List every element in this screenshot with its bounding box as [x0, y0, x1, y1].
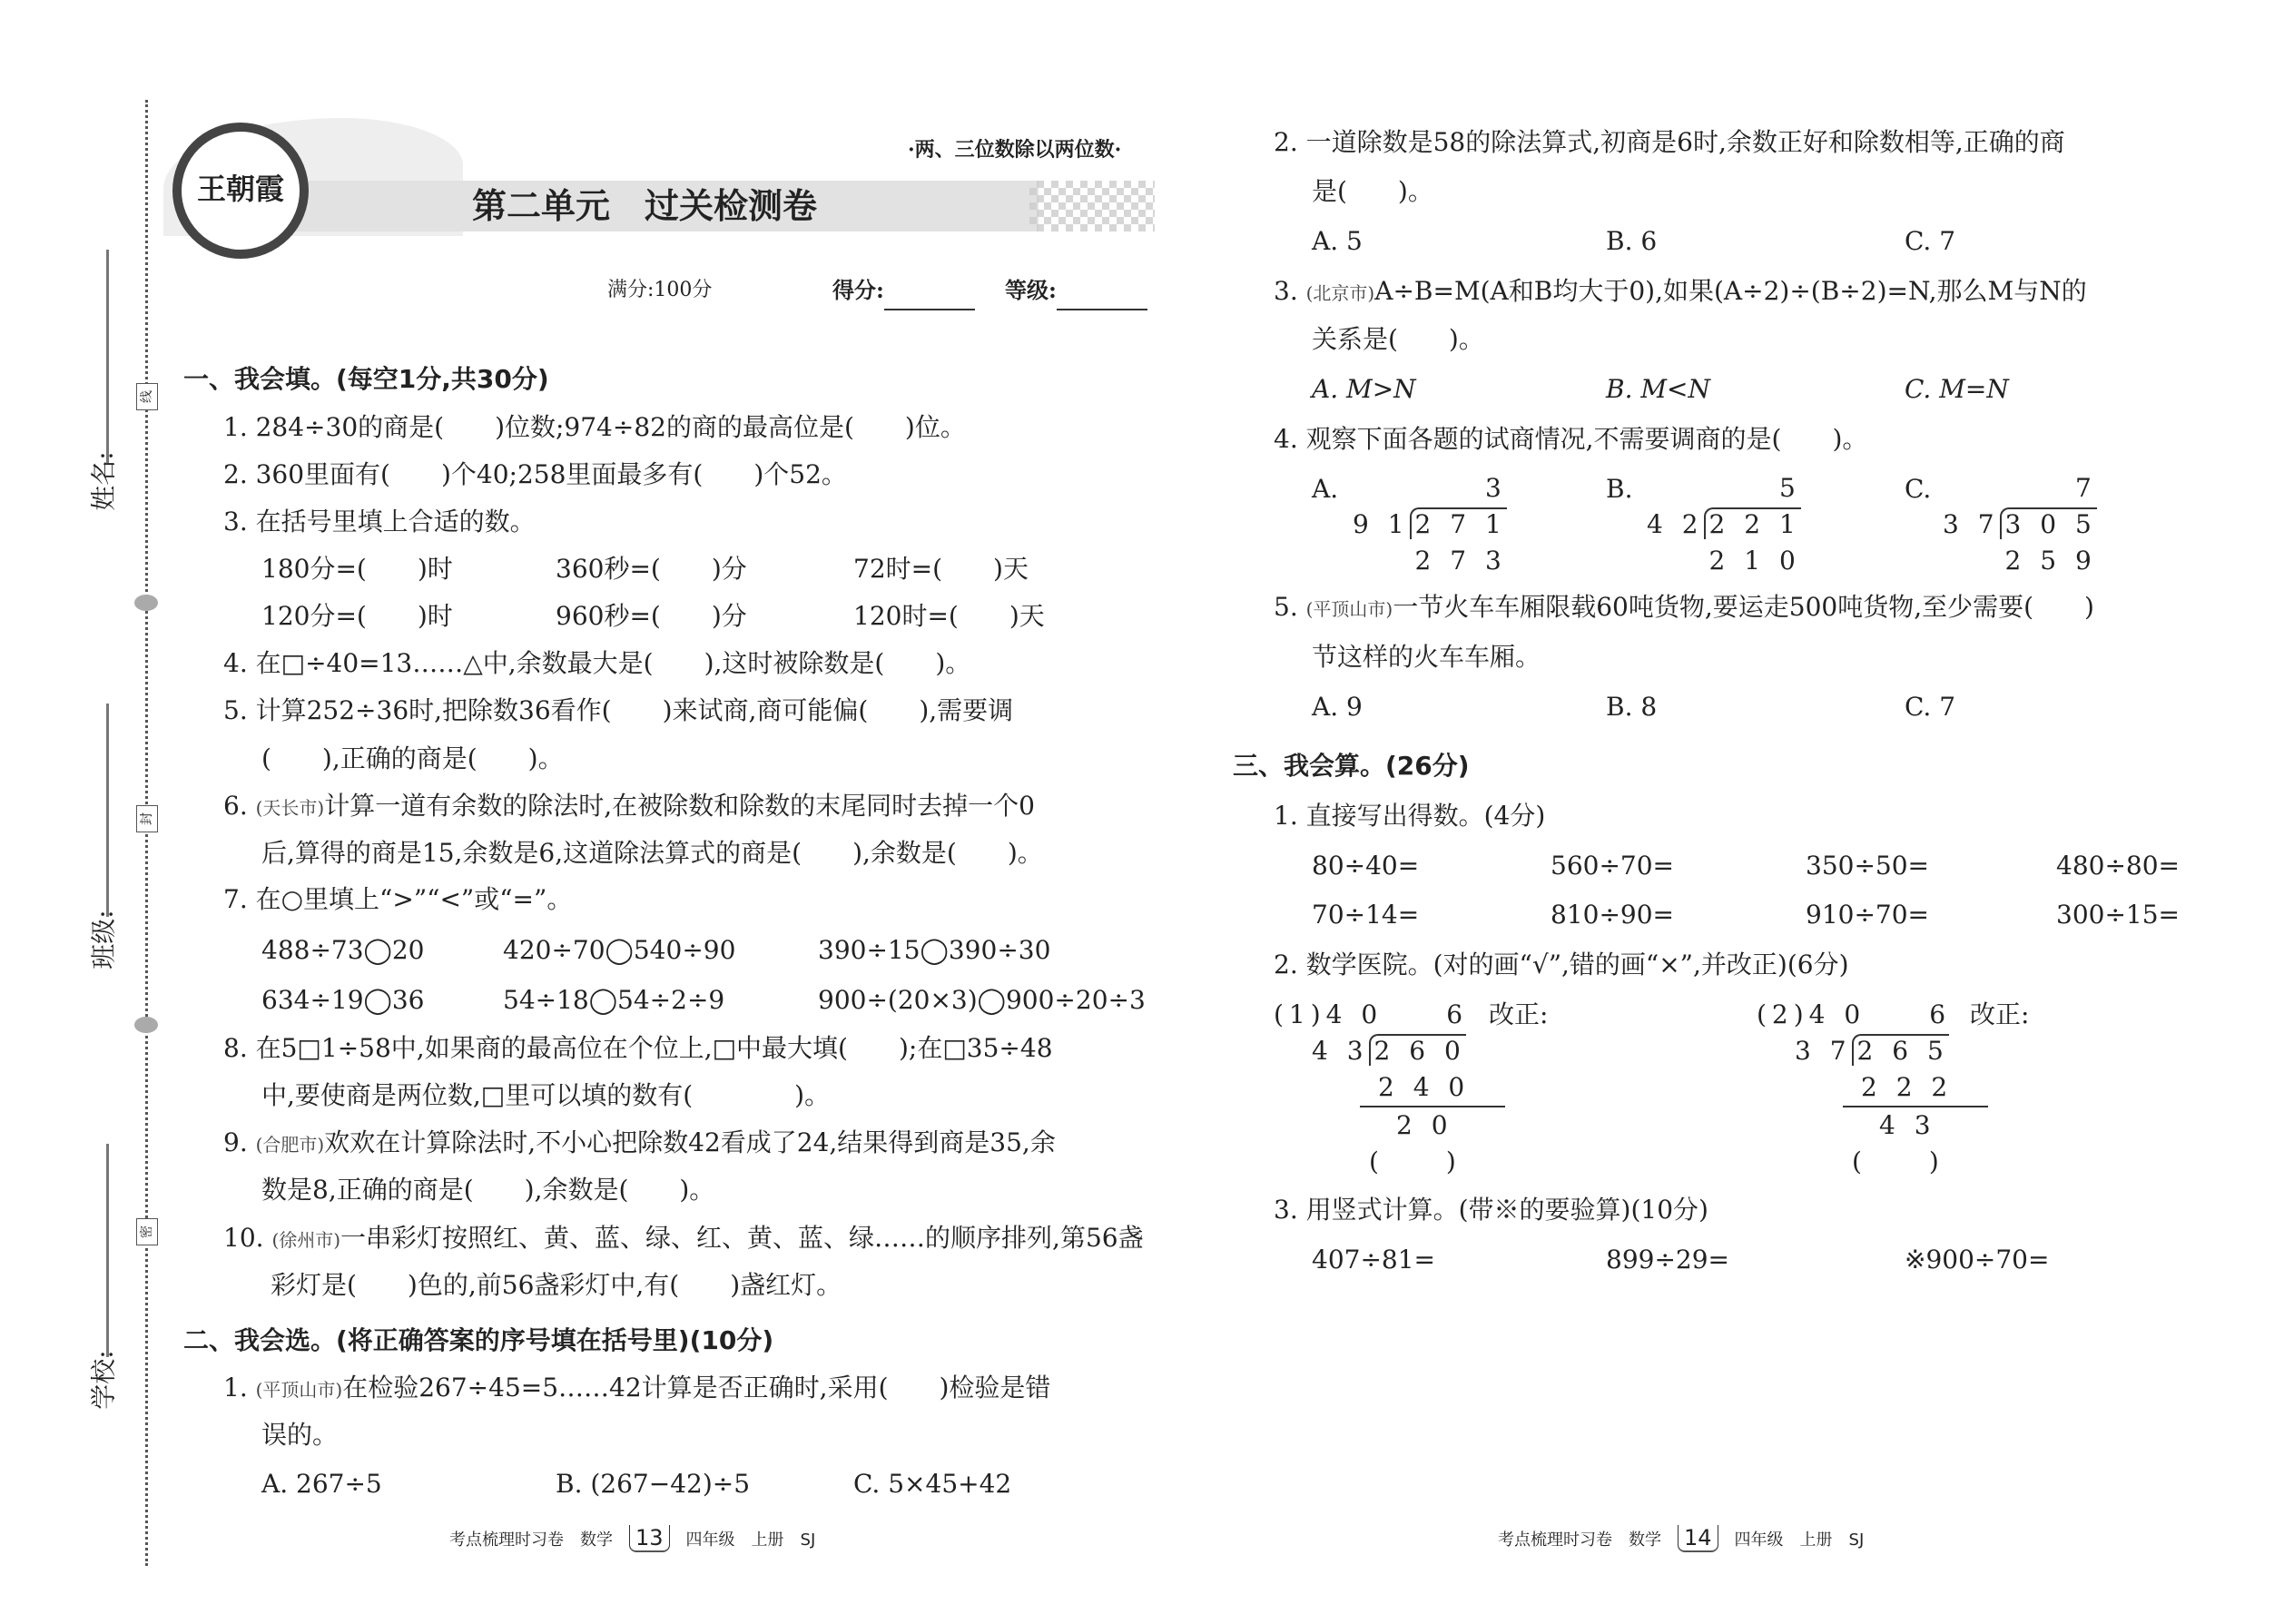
question-1-10-cont: 彩灯是( )色的,前56盏彩灯中,有( )盏红灯。 — [271, 1270, 842, 1300]
score-label: 得分: — [832, 277, 884, 303]
calc-3-title: 3. 用竖式计算。(带※的要验算)(10分) — [1274, 1195, 1708, 1225]
question-1-6-cont: 后,算得的商是15,余数是6,这道除法算式的商是( ),余数是( )。 — [261, 838, 1043, 868]
logo-text: 王朝霞 — [196, 172, 284, 206]
long-division-a — [1353, 470, 1507, 579]
option-b: B. (267−42)÷5 — [556, 1469, 751, 1499]
remainder: 4 3 — [1843, 1106, 1988, 1144]
dividend: 3 0 5 — [2000, 507, 2097, 539]
vertical-calc-item: ※900÷70= — [1905, 1245, 2050, 1275]
option-b: B. 6 — [1606, 226, 1658, 256]
question-2-4: 4. 观察下面各题的试商情况,不需要调商的是( )。 — [1274, 424, 1868, 454]
divisor: 4 3 — [1312, 1036, 1369, 1066]
question-1-1: 1. 284÷30的商是( )位数;974÷82的商的最高位是( )位。 — [223, 412, 966, 442]
binding-dotted-line — [145, 100, 148, 1566]
compare-item: 488÷73◯20 — [261, 935, 425, 965]
question-1-6 — [223, 786, 1035, 828]
quotient: 6 — [1446, 999, 1469, 1029]
stray-digits: 4 0 — [1325, 999, 1383, 1029]
compare-item: 420÷70◯540÷90 — [503, 935, 736, 965]
name-blank-line[interactable] — [106, 250, 109, 463]
option-c-label: C. — [1905, 474, 1932, 504]
math-hospital-2 — [1757, 997, 1988, 1180]
dividend: 2 6 0 — [1369, 1034, 1466, 1066]
q-num: 9. — [223, 1127, 256, 1157]
question-2-5 — [1274, 587, 2094, 629]
option-a: A. M>N — [1312, 374, 1416, 404]
quotient: 3 — [1484, 473, 1507, 503]
product: 2 5 9 — [2004, 546, 2097, 576]
grade-label: 等级: — [1005, 277, 1057, 303]
stray-digits: 4 0 — [1808, 999, 1866, 1029]
footer-left — [449, 1525, 815, 1552]
calc-item: 80÷40= — [1312, 851, 1420, 881]
q-num: 1. — [223, 1373, 256, 1403]
q-text: 一串彩灯按照红、黄、蓝、绿、红、黄、蓝、绿……的顺序排列,第56盏 — [340, 1223, 1144, 1253]
product: 2 7 3 — [1414, 546, 1507, 576]
section-3-heading: 三、我会算。(26分) — [1233, 751, 1470, 781]
correction-label: 改正: — [1489, 999, 1549, 1029]
option-c: C. M=N — [1905, 374, 2009, 404]
divisor: 3 7 — [1943, 509, 2000, 539]
vertical-calc-item: 407÷81= — [1312, 1245, 1435, 1275]
question-1-9-cont: 数是8,正确的商是( ),余数是( )。 — [261, 1175, 715, 1205]
compare-item: 390÷15◯390÷30 — [818, 935, 1051, 965]
math-hospital-1 — [1274, 997, 1505, 1180]
question-2-5-cont: 节这样的火车车厢。 — [1312, 642, 1541, 672]
option-a: A. 5 — [1312, 226, 1363, 256]
q-num: 6. — [223, 791, 256, 821]
q3-item: 180分=( )时 — [261, 554, 453, 584]
footer-right — [1498, 1525, 1864, 1552]
section-1-heading: 一、我会填。(每空1分,共30分) — [183, 364, 549, 394]
binding-hole-icon — [134, 595, 158, 611]
q-num: 3. — [1274, 276, 1306, 306]
question-2-1-cont: 误的。 — [261, 1420, 339, 1450]
footer-book: 考点梳理时习卷 数学 — [449, 1530, 613, 1550]
section-2-heading: 二、我会选。(将正确答案的序号填在括号里)(10分) — [183, 1325, 774, 1355]
region-tag: (合肥市) — [255, 1134, 325, 1156]
q-text: 计算一道有余数的除法时,在被除数和除数的末尾同时去掉一个0 — [324, 791, 1035, 821]
option-a-label: A. — [1312, 474, 1339, 504]
question-1-3: 3. 在括号里填上合适的数。 — [223, 507, 536, 536]
divisor: 4 2 — [1647, 509, 1704, 539]
divisor: 9 1 — [1353, 509, 1410, 539]
score-field[interactable] — [832, 271, 975, 310]
dividend: 2 7 1 — [1410, 507, 1507, 539]
region-tag: (天长市) — [255, 797, 325, 819]
option-b-label: B. — [1606, 474, 1633, 504]
question-2-3 — [1274, 271, 2087, 313]
option-a: A. 267÷5 — [261, 1469, 382, 1499]
product: 2 4 0 — [1378, 1072, 1471, 1102]
item-label: (1) — [1274, 999, 1326, 1029]
q-text: A÷B=M(A和B均大于0),如果(A÷2)÷(B÷2)=N,那么M与N的 — [1374, 276, 2087, 306]
question-1-8: 8. 在5□1÷58中,如果商的最高位在个位上,□中最大填( );在□35÷48 — [223, 1033, 1053, 1063]
option-a: A. 9 — [1312, 692, 1363, 722]
region-tag: (徐州市) — [271, 1229, 341, 1251]
dividend: 2 6 5 — [1852, 1034, 1949, 1066]
footer-book: 考点梳理时习卷 数学 — [1498, 1530, 1661, 1550]
compare-item: 900÷(20×3)◯900÷20÷3 — [818, 985, 1146, 1015]
class-blank-line[interactable] — [106, 704, 109, 917]
question-1-7: 7. 在○里填上“>”“<”或“=”。 — [223, 884, 573, 914]
correction-label: 改正: — [1970, 999, 2030, 1029]
quotient: 7 — [2074, 473, 2097, 503]
product: 2 2 2 — [1861, 1072, 1954, 1102]
question-1-2: 2. 360里面有( )个40;258里面最多有( )个52。 — [223, 459, 847, 489]
q-text: 一节火车车厢限载60吨货物,要运走500吨货物,至少需要( ) — [1393, 592, 2094, 622]
long-division-c — [1943, 470, 2097, 579]
region-tag: (北京市) — [1305, 282, 1375, 304]
calc-2-title: 2. 数学医院。(对的画“√”,错的画“×”,并改正)(6分) — [1274, 950, 1849, 979]
checker-decoration — [1029, 181, 1155, 231]
q-num: 5. — [1274, 592, 1306, 622]
q3-item: 72时=( )天 — [853, 554, 1029, 584]
q-text: 在检验267÷45=5……42计算是否正确时,采用( )检验是错 — [342, 1373, 1051, 1403]
item-label: (2) — [1757, 999, 1809, 1029]
seal-bottom-box: 密 — [136, 1218, 158, 1245]
calc-item: 480÷80= — [2056, 851, 2180, 881]
footer-grade: 四年级 上册 SJ — [1734, 1530, 1865, 1550]
grade-field[interactable] — [1005, 271, 1147, 310]
q3-item: 120时=( )天 — [853, 601, 1045, 631]
question-1-8-cont: 中,要使商是两位数,□里可以填的数有( )。 — [261, 1080, 831, 1110]
page-title: 第二单元 过关检测卷 — [472, 186, 818, 226]
q-text: 欢欢在计算除法时,不小心把除数42看成了24,结果得到商是35,余 — [324, 1127, 1056, 1157]
product: 2 1 0 — [1708, 546, 1801, 576]
school-blank-line[interactable] — [106, 1144, 109, 1357]
calc-item: 70÷14= — [1312, 900, 1420, 930]
question-2-3-cont: 关系是( )。 — [1312, 324, 1484, 354]
option-c: C. 7 — [1905, 226, 1956, 256]
seal-mid-box: 封 — [136, 805, 158, 832]
brand-logo — [172, 123, 309, 259]
name-label: 姓名: — [88, 451, 119, 511]
option-c: C. 5×45+42 — [853, 1469, 1012, 1499]
page-number: 13 — [629, 1525, 670, 1552]
dividend: 2 2 1 — [1704, 507, 1801, 539]
quotient: 6 — [1929, 999, 1952, 1029]
question-2-1 — [223, 1368, 1050, 1410]
unit-subtitle: ·两、三位数除以两位数· — [908, 138, 1122, 162]
option-b: B. M<N — [1606, 374, 1711, 404]
answer-mark-blank[interactable]: ( ) — [1369, 1147, 1462, 1176]
calc-item: 560÷70= — [1551, 851, 1674, 881]
question-1-10 — [223, 1218, 1144, 1260]
compare-item: 634÷19◯36 — [261, 985, 425, 1015]
binding-hole-icon — [134, 1017, 158, 1033]
calc-item: 810÷90= — [1551, 900, 1674, 930]
region-tag: (平顶山市) — [1305, 598, 1393, 620]
page-number: 14 — [1678, 1525, 1718, 1552]
q3-item: 960秒=( )分 — [556, 601, 747, 631]
divisor: 3 7 — [1795, 1036, 1852, 1066]
footer-grade: 四年级 上册 SJ — [685, 1530, 816, 1550]
calc-1-title: 1. 直接写出得数。(4分) — [1274, 801, 1546, 831]
question-1-9 — [223, 1123, 1056, 1165]
region-tag: (平顶山市) — [255, 1379, 343, 1401]
seal-line-box: 线 — [136, 383, 158, 410]
long-division-b — [1647, 470, 1801, 579]
q3-item: 120分=( )时 — [261, 601, 453, 631]
calc-item: 300÷15= — [2056, 900, 2180, 930]
calc-item: 350÷50= — [1806, 851, 1929, 881]
option-b: B. 8 — [1606, 692, 1658, 722]
school-label: 学校: — [88, 1350, 119, 1410]
calc-item: 910÷70= — [1806, 900, 1929, 930]
question-1-5: 5. 计算252÷36时,把除数36看作( )来试商,商可能偏( ),需要调 — [223, 695, 1014, 725]
vertical-calc-item: 899÷29= — [1606, 1245, 1729, 1275]
question-2-2: 2. 一道除数是58的除法算式,初商是6时,余数正好和除数相等,正确的商 — [1274, 127, 2065, 157]
question-1-4: 4. 在□÷40=13……△中,余数最大是( ),这时被除数是( )。 — [223, 648, 971, 678]
class-label: 班级: — [88, 910, 119, 969]
question-2-2-cont: 是( )。 — [1312, 176, 1433, 206]
quotient: 5 — [1778, 473, 1801, 503]
option-c: C. 7 — [1905, 692, 1956, 722]
question-1-5-cont: ( ),正确的商是( )。 — [261, 743, 564, 773]
compare-item: 54÷18◯54÷2÷9 — [503, 985, 725, 1015]
q-num: 10. — [223, 1223, 272, 1253]
answer-mark-blank[interactable]: ( ) — [1852, 1147, 1944, 1176]
remainder: 2 0 — [1360, 1106, 1505, 1144]
q3-item: 360秒=( )分 — [556, 554, 747, 584]
full-score: 满分:100分 — [607, 279, 713, 301]
